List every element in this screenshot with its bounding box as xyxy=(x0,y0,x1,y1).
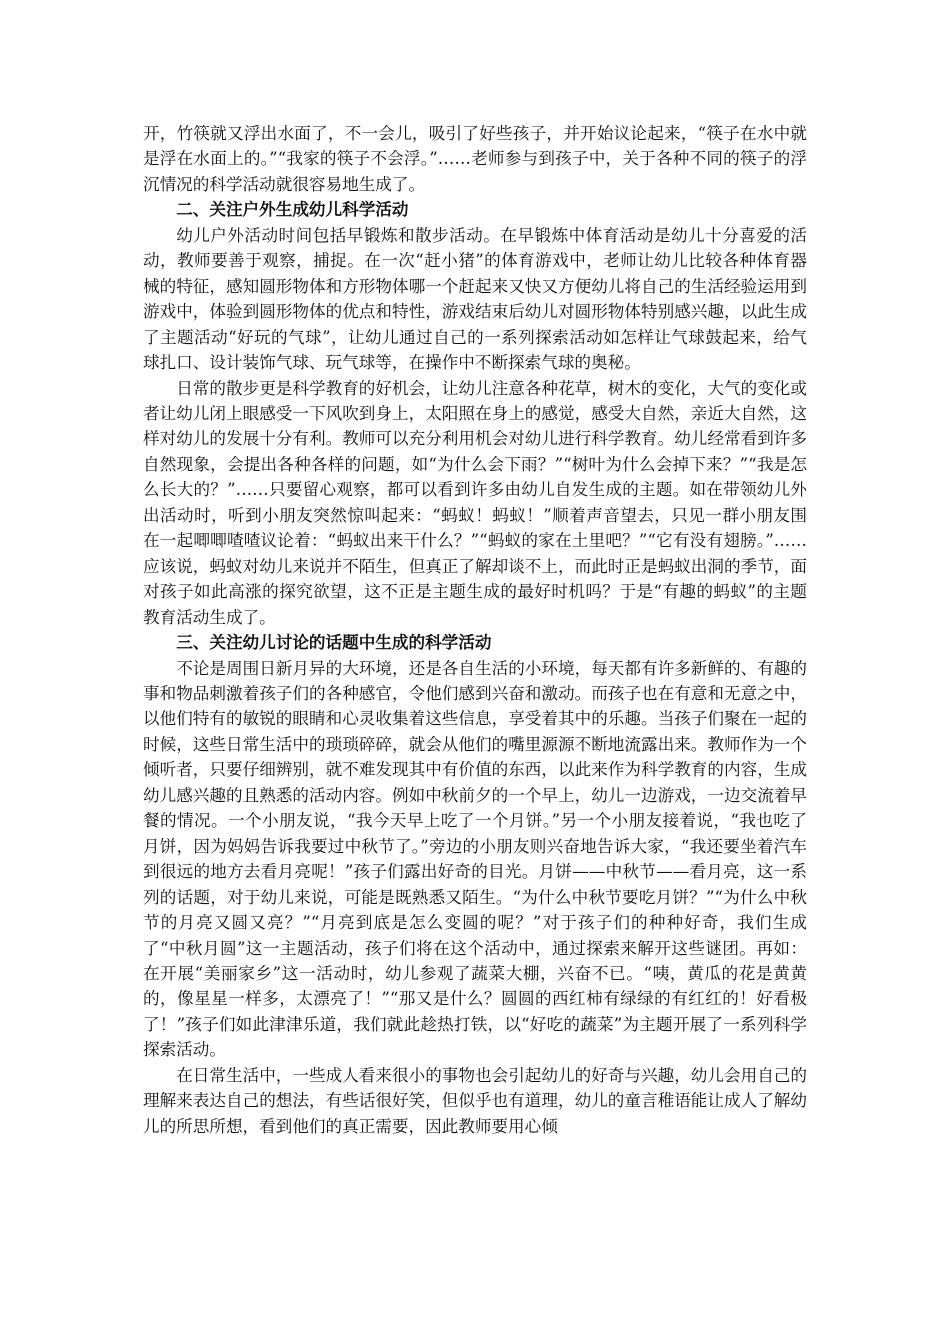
document-page xyxy=(143,121,807,1139)
paragraph-outdoor-activities: 幼儿户外活动时间包括早锻炼和散步活动。在早锻炼中体育活动是幼儿十分喜爱的活动，教师要善于观察，捕捉。在一次“赶小猪”的体育游戏中，老师让幼儿比较各种体育器械的特征，感知圆形物体和方形物体哪一个赶起来又快又方便幼儿将自己的生活经验运用到游戏中，体验到圆形物体的优点和特性，游戏结束后幼儿对圆形物体特别感兴趣，以此生成了主题活动“好玩的气球”，让幼儿通过自己的一系列探索活动如怎样让气球鼓起来，给气球扎口、设计装饰气球、玩气球等，在操作中不断探索气球的奥秘。 xyxy=(143,225,807,373)
paragraph-daily-walk: 日常的散步更是科学教育的好机会，让幼儿注意各种花草，树木的变化，大气的变化或者让幼儿闭上眼感受一下风吹到身上，太阳照在身上的感觉，感受大自然，亲近大自然，这样对幼儿的发展十分有利。教师可以充分利用机会对幼儿进行科学教育。幼儿经常看到许多自然现象，会提出各种各样的问题，如“为什么会下雨？”“树叶为什么会掉下来？”“我是怎么长大的？”……只要留心观察，都可以看到许多由幼儿自发生成的主题。如在带领幼儿外出活动时，听到小朋友突然惊叫起来：“蚂蚁！蚂蚁！”顺着声音望去，只见一群小朋友围在一起唧唧喳喳议论着：“蚂蚁出来干什么？”“蚂蚁的家在土里吧？”“它有没有翅膀。”……应该说，蚂蚁对幼儿来说并不陌生，但真正了解却谈不上，而此时正是蚂蚁出洞的季节，面对孩子如此高涨的探究欲望，这不正是主题生成的最好时机吗？于是“有趣的蚂蚁”的主题教育活动生成了。 xyxy=(143,378,807,627)
paragraph-continued: 开，竹筷就又浮出水面了，不一会儿，吸引了好些孩子，并开始议论起来，“筷子在水中就是浮在水面上的。”“我家的筷子不会浮。”……老师参与到孩子中，关于各种不同的筷子的浮沉情况的科学活动就很容易地生成了。 xyxy=(143,124,807,194)
section-heading-discussion: 三、关注幼儿讨论的话题中生成的科学活动 xyxy=(176,632,492,653)
section-heading-outdoor: 二、关注户外生成幼儿科学活动 xyxy=(176,199,409,220)
paragraph-discussion-topics: 不论是周围日新月异的大环境，还是各自生活的小环境，每天都有许多新鲜的、有趣的事和物品刺激着孩子们的各种感官，令他们感到兴奋和激动。而孩子也在有意和无意之中，以他们特有的敏锐的眼睛和心灵收集着这些信息，享受着其中的乐趣。当孩子们聚在一起的时候，这些日常生活中的琐琐碎碎，就会从他们的嘴里源源不断地流露出来。教师作为一个倾听者，只要仔细辨别，就不难发现其中有价值的东西，以此来作为科学教育的内容，生成幼儿感兴趣的且熟悉的活动内容。例如中秋前夕的一个早上，幼儿一边游戏，一边交流着早餐的情况。一个小朋友说，“我今天早上吃了一个月饼。”另一个小朋友接着说，“我也吃了月饼，因为妈妈告诉我要过中秋节了。”旁边的小朋友则兴奋地告诉大家，“我还要坐着汽车到很远的地方去看月亮呢！”孩子们露出好奇的目光。月饼——中秋节——看月亮，这一系列的话题，对于幼儿来说，可能是既熟悉又陌生。“为什么中秋节要吃月饼？”“为什么中秋节的月亮又圆又亮？”“月亮到底是怎么变圆的呢？”对于孩子们的种种好奇，我们生成了“中秋月圆”这一主题活动，孩子们将在这个活动中，通过探索来解开这些谜团。再如：在开展“美丽家乡”这一活动时，幼儿参观了蔬菜大棚，兴奋不已。“咦，黄瓜的花是黄黄的，像星星一样多，太漂亮了！”“那又是什么？圆圆的西红柿有绿绿的有红红的！好看极了！”孩子们如此津津乐道，我们就此趁热打铁，以“好吃的蔬菜”为主题开展了一系列科学探索活动。 xyxy=(143,658,807,1060)
paragraph-daily-life: 在日常生活中，一些成人看来很小的事物也会引起幼儿的好奇与兴趣，幼儿会用自己的理解来表达自己的想法，有些话很好笑，但似乎也有道理，幼儿的童言稚语能让成人了解幼儿的所思所想，看到他们的真正需要，因此教师要用心倾 xyxy=(143,1065,807,1136)
